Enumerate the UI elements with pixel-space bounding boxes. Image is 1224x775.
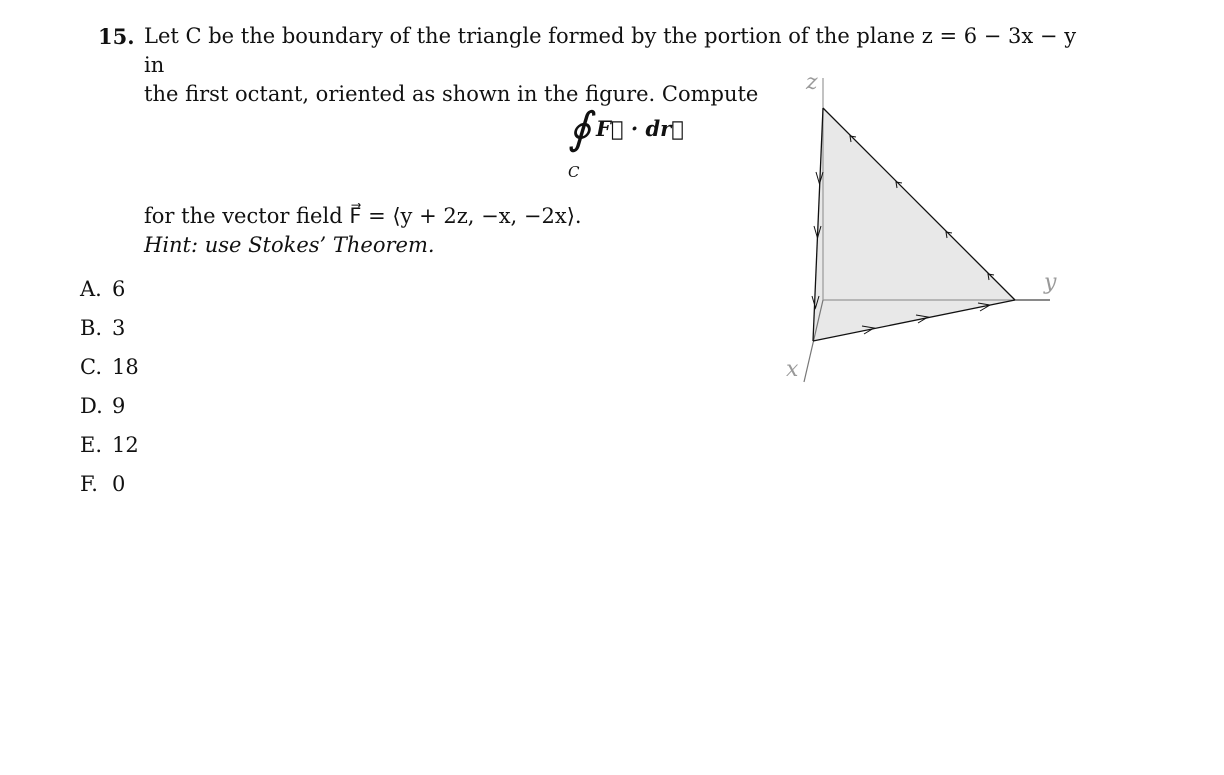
choice-d[interactable]	[80, 394, 139, 433]
choice-letter: D.	[80, 394, 103, 418]
triangle-figure	[770, 70, 1100, 390]
problem-number: 15.	[98, 24, 135, 49]
statement-line-1: Let C be the boundary of the triangle formed by the portion of the plane z = 6 − 3x − y in	[144, 24, 1077, 77]
choice-value: 3	[112, 316, 126, 340]
y-axis-label: y	[1044, 270, 1057, 295]
integral-subscript: C	[568, 163, 580, 181]
z-axis-label: z	[806, 70, 818, 95]
choice-e[interactable]	[80, 433, 139, 472]
choice-c[interactable]	[80, 355, 139, 394]
line-integral	[568, 104, 768, 194]
choice-letter: C.	[80, 355, 102, 379]
integrand: F⃗ · dr⃗	[596, 116, 684, 141]
statement-line-2: the first octant, oriented as shown in the figure. Compute	[144, 82, 759, 106]
choice-letter: A.	[80, 277, 102, 301]
figure-svg	[770, 70, 1100, 390]
choice-value: 6	[112, 277, 126, 301]
choice-letter: F.	[80, 472, 98, 496]
vector-field-text: for the vector field F⃗ = ⟨y + 2z, −x, −2x⟩.	[144, 204, 582, 228]
hint-text: Hint: use Stokes’ Theorem.	[144, 233, 435, 257]
contour-integral-symbol: ∮	[568, 103, 591, 154]
answer-choices	[80, 277, 139, 511]
choice-a[interactable]	[80, 277, 139, 316]
choice-value: 0	[112, 472, 126, 496]
choice-f[interactable]	[80, 472, 139, 511]
x-axis-label: x	[786, 357, 799, 382]
choice-value: 12	[112, 433, 139, 457]
choice-value: 18	[112, 355, 139, 379]
choice-letter: E.	[80, 433, 103, 457]
choice-value: 9	[112, 394, 126, 418]
choice-b[interactable]	[80, 316, 139, 355]
choice-letter: B.	[80, 316, 103, 340]
